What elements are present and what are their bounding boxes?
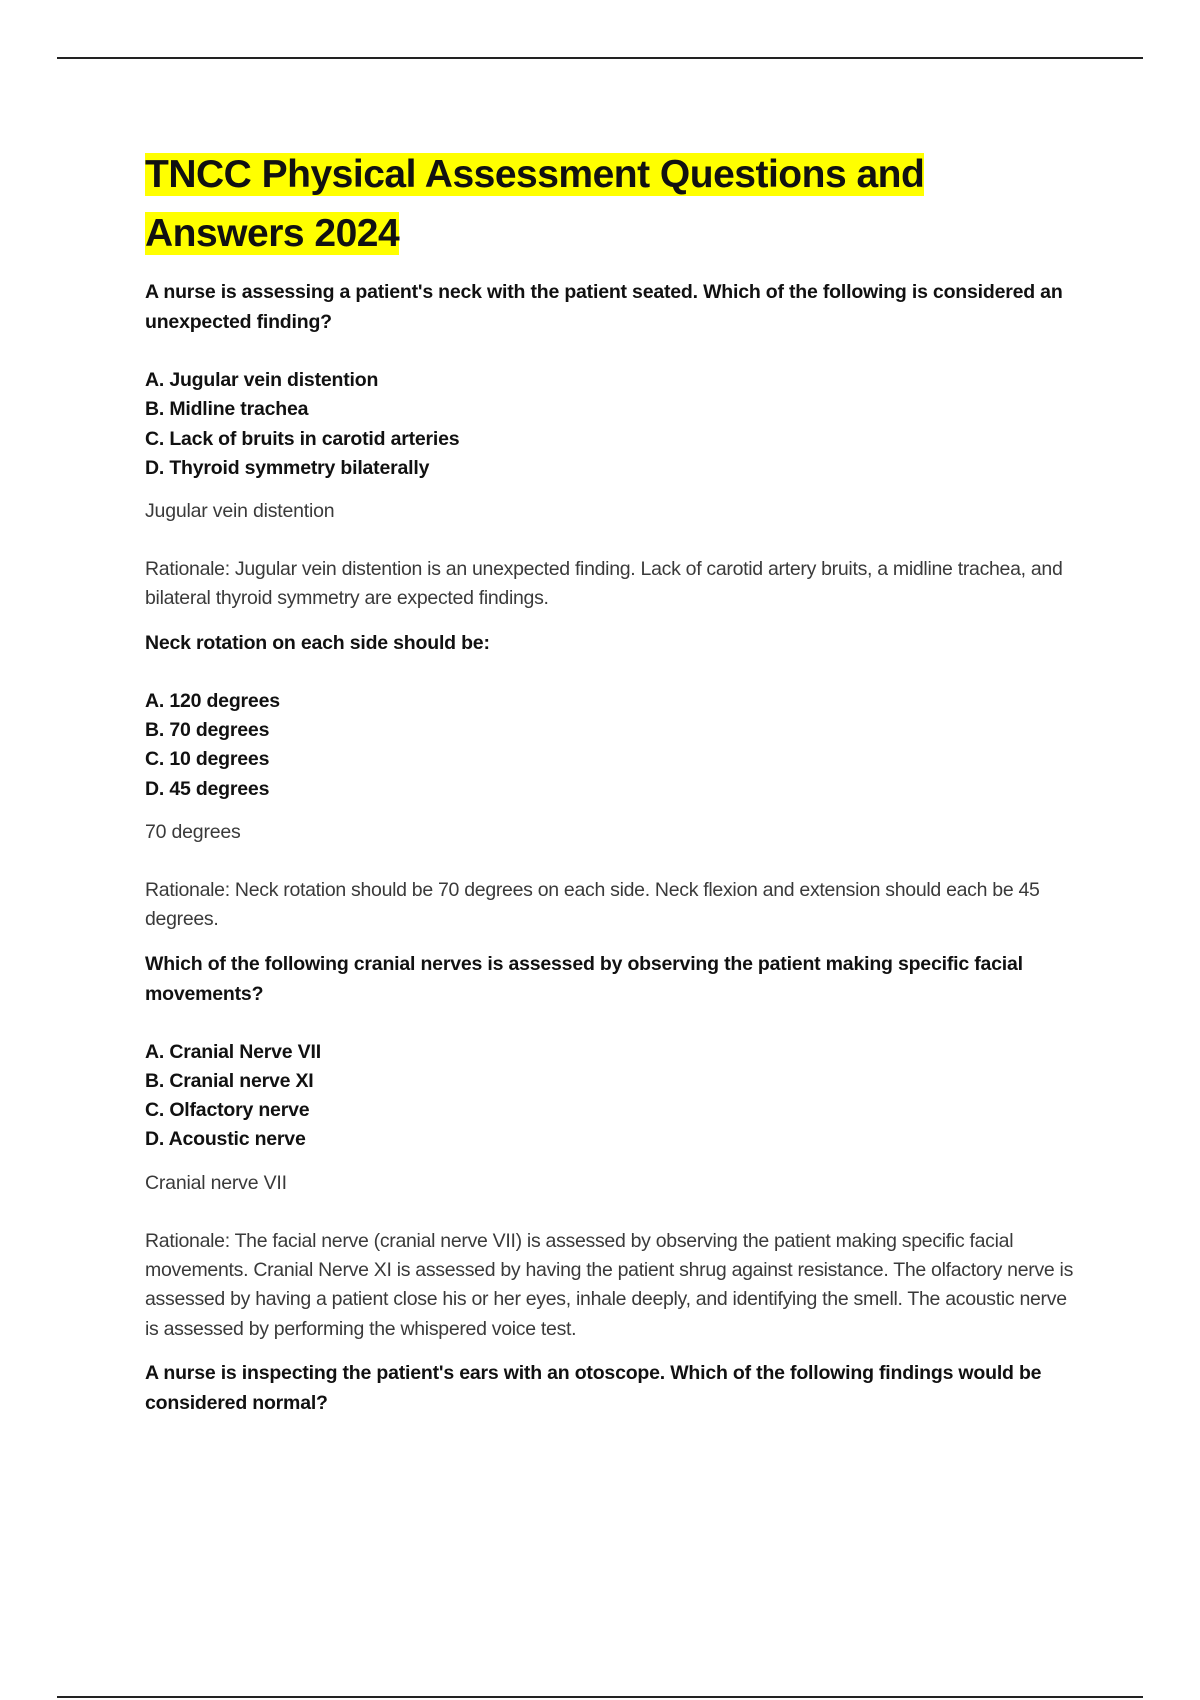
option-d: D. Acoustic nerve	[145, 1128, 306, 1151]
option-b: B. 70 degrees	[145, 719, 270, 742]
answer-options	[145, 1038, 1075, 1155]
question-text: A nurse is inspecting the patient's ears with an otoscope. Which of the following findings would be considered normal?	[145, 1361, 1042, 1414]
answer-options	[145, 687, 1075, 804]
option-a: A. Cranial Nerve VII	[145, 1040, 321, 1063]
correct-answer: Jugular vein distention	[145, 500, 335, 523]
option-c: C. Lack of bruits in carotid arteries	[145, 427, 460, 450]
question-block-3	[145, 949, 1075, 1344]
question-block-2	[145, 628, 1075, 935]
question-block-1	[145, 277, 1075, 614]
document-title-highlight: TNCC Physical Assessment Questions and Answers 2024	[145, 153, 925, 255]
option-a: A. 120 degrees	[145, 689, 280, 712]
question-block-4	[145, 1358, 1075, 1418]
document-title	[145, 145, 1075, 263]
rationale-text: Rationale: Jugular vein distention is an unexpected finding. Lack of carotid artery bruits, a midline trachea, and bilateral thyroid symmetry are expected findings.	[145, 558, 1063, 610]
option-a: A. Jugular vein distention	[145, 369, 379, 391]
option-d: D. 45 degrees	[145, 777, 270, 800]
option-b: B. Cranial nerve XI	[145, 1069, 314, 1092]
rationale-text: Rationale: The facial nerve (cranial nerve VII) is assessed by observing the patient making specific facial movements. Cranial Nerve XI is assessed by having the patient shrug against resistance. The olfactory nerve is assessed by having a patient close his or her eyes, inhale deeply, and identifying the smell. The acoustic nerve is assessed by performing the whispered voice test.	[145, 1229, 1074, 1340]
option-c: C. 10 degrees	[145, 748, 270, 771]
rationale-text: Rationale: Neck rotation should be 70 degrees on each side. Neck flexion and extension should each be 45 degrees.	[145, 878, 1040, 931]
question-text: A nurse is assessing a patient's neck with the patient seated. Which of the following is considered an unexpected finding?	[145, 281, 1063, 333]
question-text: Neck rotation on each side should be:	[145, 631, 490, 654]
bottom-rule	[57, 1696, 1143, 1698]
question-text: Which of the following cranial nerves is assessed by observing the patient making specific facial movements?	[145, 952, 1023, 1005]
option-b: B. Midline trachea	[145, 398, 309, 421]
correct-answer: Cranial nerve VII	[145, 1171, 287, 1194]
option-c: C. Olfactory nerve	[145, 1099, 310, 1122]
document-body	[145, 145, 1075, 1447]
answer-options	[145, 366, 1075, 483]
option-d: D. Thyroid symmetry bilaterally	[145, 456, 430, 479]
correct-answer: 70 degrees	[145, 820, 241, 843]
top-rule	[57, 57, 1143, 59]
